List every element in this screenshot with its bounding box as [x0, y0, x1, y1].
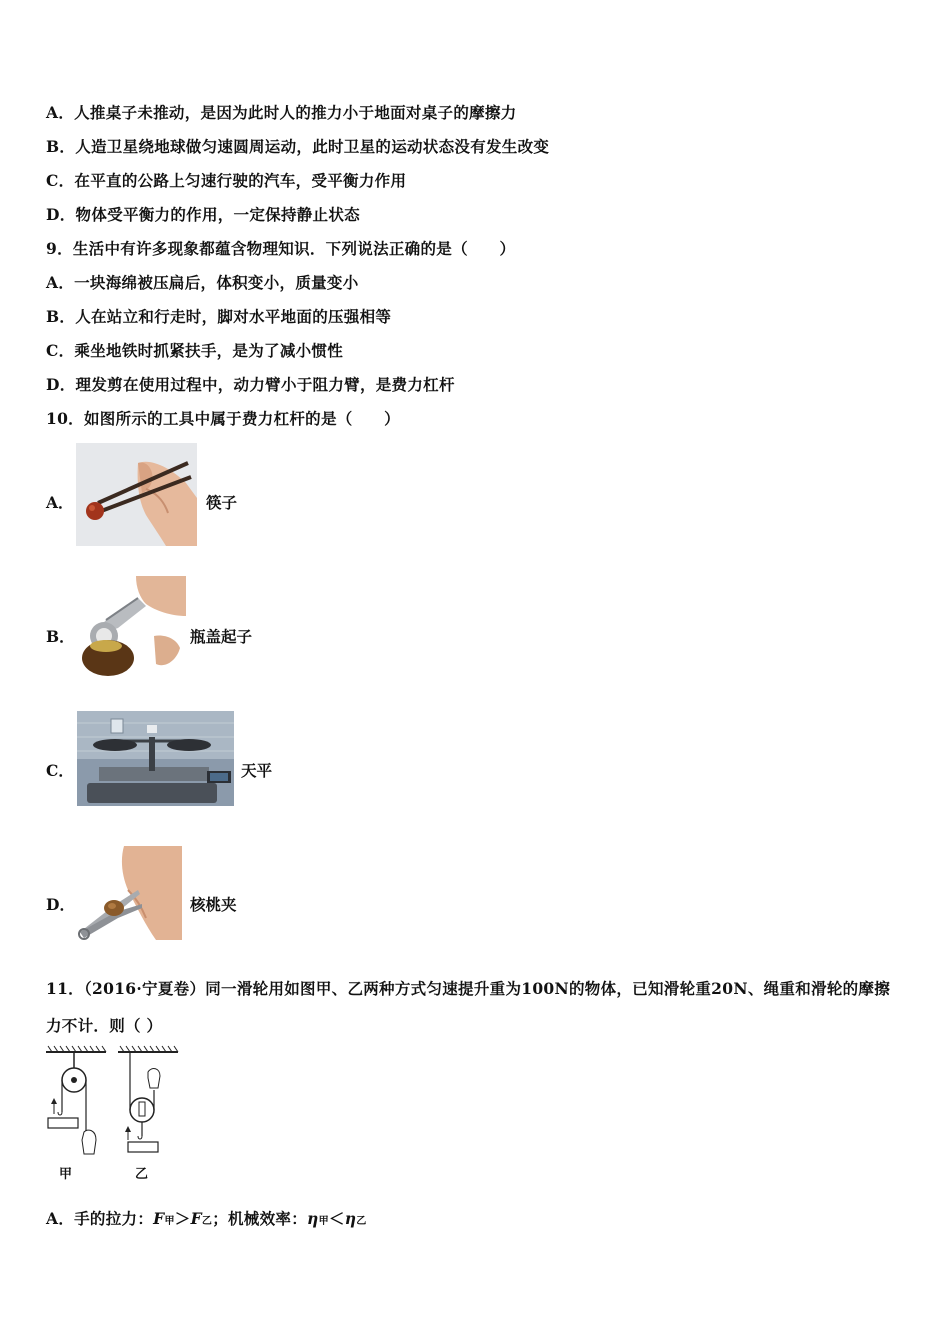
q8-option-a: A．人推桌子未推动，是因为此时人的推力小于地面对桌子的摩擦力 [46, 103, 517, 122]
q11-stem-line2: 力不计．则（ ） [46, 1016, 163, 1035]
q11-stem-line1: 11．（2016·宁夏卷）同一滑轮用如图甲、乙两种方式匀速提升重为100N的物体，已知滑轮重20N、绳重和滑轮的摩擦 [46, 979, 891, 998]
q10-option-d-letter: D． [46, 895, 75, 914]
q9-stem: 9．生活中有许多现象都蕴含物理知识．下列说法正确的是（ ） [46, 239, 516, 258]
bottle-opener-image [76, 576, 186, 676]
force-symbol-2: F [190, 1209, 202, 1228]
q10-option-d-caption: 核桃夹 [190, 895, 237, 914]
q10-option-c-letter: C． [46, 761, 74, 780]
q10-option-b-letter: B． [46, 627, 75, 646]
q9-option-c: C．乘坐地铁时抓紧扶手，是为了减小惯性 [46, 341, 344, 360]
greater-than-sign: ＞ [174, 1209, 191, 1228]
sub-yi-1: 乙 [201, 1216, 213, 1227]
sub-jia-1: 甲 [164, 1216, 175, 1227]
q10-option-c-caption: 天平 [241, 761, 273, 780]
q8-option-c: C．在平直的公路上匀速行驶的汽车，受平衡力作用 [46, 171, 407, 190]
eta-symbol: η [307, 1209, 319, 1228]
q11-option-a-prefix: A．手的拉力： [46, 1209, 154, 1228]
pulley-label-jia: 甲 [59, 1167, 73, 1182]
nutcracker-image [76, 846, 182, 940]
q10-option-b-caption: 瓶盖起子 [190, 627, 253, 646]
sub-yi-2: 乙 [356, 1216, 367, 1227]
chopsticks-image [76, 443, 197, 546]
q10-option-a-letter: A． [46, 493, 74, 512]
q10-option-a-caption: 筷子 [206, 493, 238, 512]
sub-jia-2: 甲 [318, 1216, 329, 1227]
q9-option-b: B．人在站立和行走时，脚对水平地面的压强相等 [46, 307, 392, 326]
force-symbol: F [153, 1209, 165, 1228]
q8-option-d: D．物体受平衡力的作用，一定保持静止状态 [46, 205, 360, 224]
q11-option-a [46, 1207, 367, 1229]
efficiency-label: ；机械效率： [212, 1209, 308, 1228]
less-than-sign: ＜ [328, 1209, 345, 1228]
eta-symbol-2: η [344, 1209, 357, 1228]
q9-option-a: A．一块海绵被压扁后，体积变小，质量变小 [46, 273, 359, 292]
pulley-label-yi: 乙 [135, 1167, 149, 1182]
q10-stem: 10．如图所示的工具中属于费力杠杆的是（ ） [46, 409, 400, 428]
q9-option-d: D．理发剪在使用过程中，动力臂小于阻力臂，是费力杠杆 [46, 375, 455, 394]
balance-scale-image [77, 711, 234, 806]
q8-option-b: B．人造卫星绕地球做匀速圆周运动，此时卫星的运动状态没有发生改变 [46, 137, 550, 156]
